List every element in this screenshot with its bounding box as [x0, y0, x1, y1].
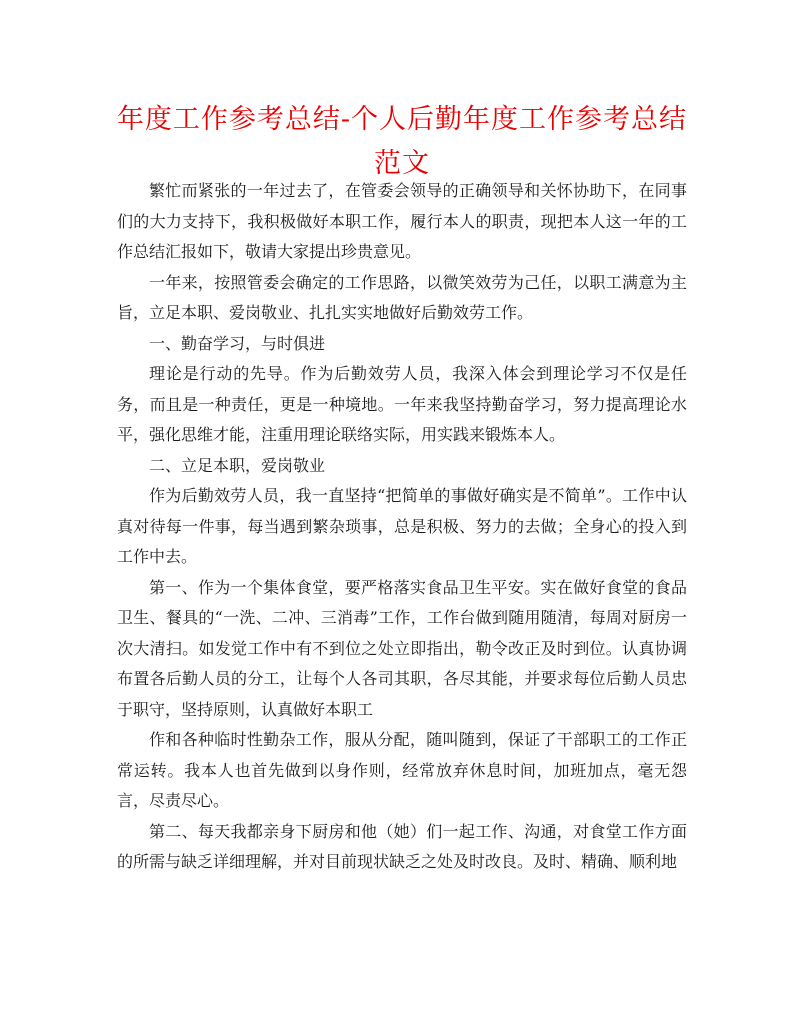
section-heading-duty: 二、立足本职，爱岗敬业: [149, 455, 326, 475]
paragraph-duty: 作为后勤效劳人员，我一直坚持“把简单的事做好确实是不简单”。工作中认真对待每一件事，每当遇到繁杂琐事，总是积极、努力的去做；全身心的投入到工作中去。: [117, 486, 687, 566]
paragraph-study: 理论是行动的先导。作为后勤效劳人员，我深入体会到理论学习不仅是任务，而且是一种责任，更是一种境地。一年来我坚持勤奋学习，努力提高理论水平，强化思维才能，注重用理论联络实际，用实践来锻炼本人。: [117, 364, 687, 444]
document-title: 年度工作参考总结-个人后勤年度工作参考总结范文: [116, 104, 688, 179]
paragraph-first-point: 第一、作为一个集体食堂，要严格落实食品卫生平安。实在做好食堂的食品卫生、餐具的“一洗、二冲、三消毒”工作，工作台做到随用随清，每周对厨房一次大清扫。如发觉工作中有不到位之处立即指出，勒令改正及时到位。认真协调布置各后勤人员的分工，让每个人各司其职，各尽其能，并要求每位后勤人员忠于职守，坚持原则，认真做好本职工: [117, 577, 687, 719]
document-body: [117, 176, 687, 878]
paragraph-second-point: 第二、每天我都亲身下厨房和他（她）们一起工作、沟通，对食堂工作方面的所需与缺乏详细理解，并对目前现状缺乏之处及时改良。及时、精确、顺利地: [117, 821, 687, 871]
paragraph-intro: 繁忙而紧张的一年过去了，在管委会领导的正确领导和关怀协助下，在同事们的大力支持下，我积极做好本职工作，履行本人的职责，现把本人这一年的工作总结汇报如下，敬请大家提出珍贵意见。: [117, 181, 687, 261]
paragraph-overview: 一年来，按照管委会确定的工作思路，以微笑效劳为己任，以职工满意为主旨，立足本职、爱岗敬业、扎扎实实地做好后勤效劳工作。: [117, 272, 687, 322]
paragraph-first-point-continued: 作和各种临时性勤杂工作，服从分配，随叫随到，保证了干部职工的工作正常运转。我本人也首先做到以身作则，经常放弃休息时间，加班加点，毫无怨言，尽责尽心。: [117, 730, 687, 810]
section-heading-study: 一、勤奋学习，与时俱进: [149, 333, 326, 353]
